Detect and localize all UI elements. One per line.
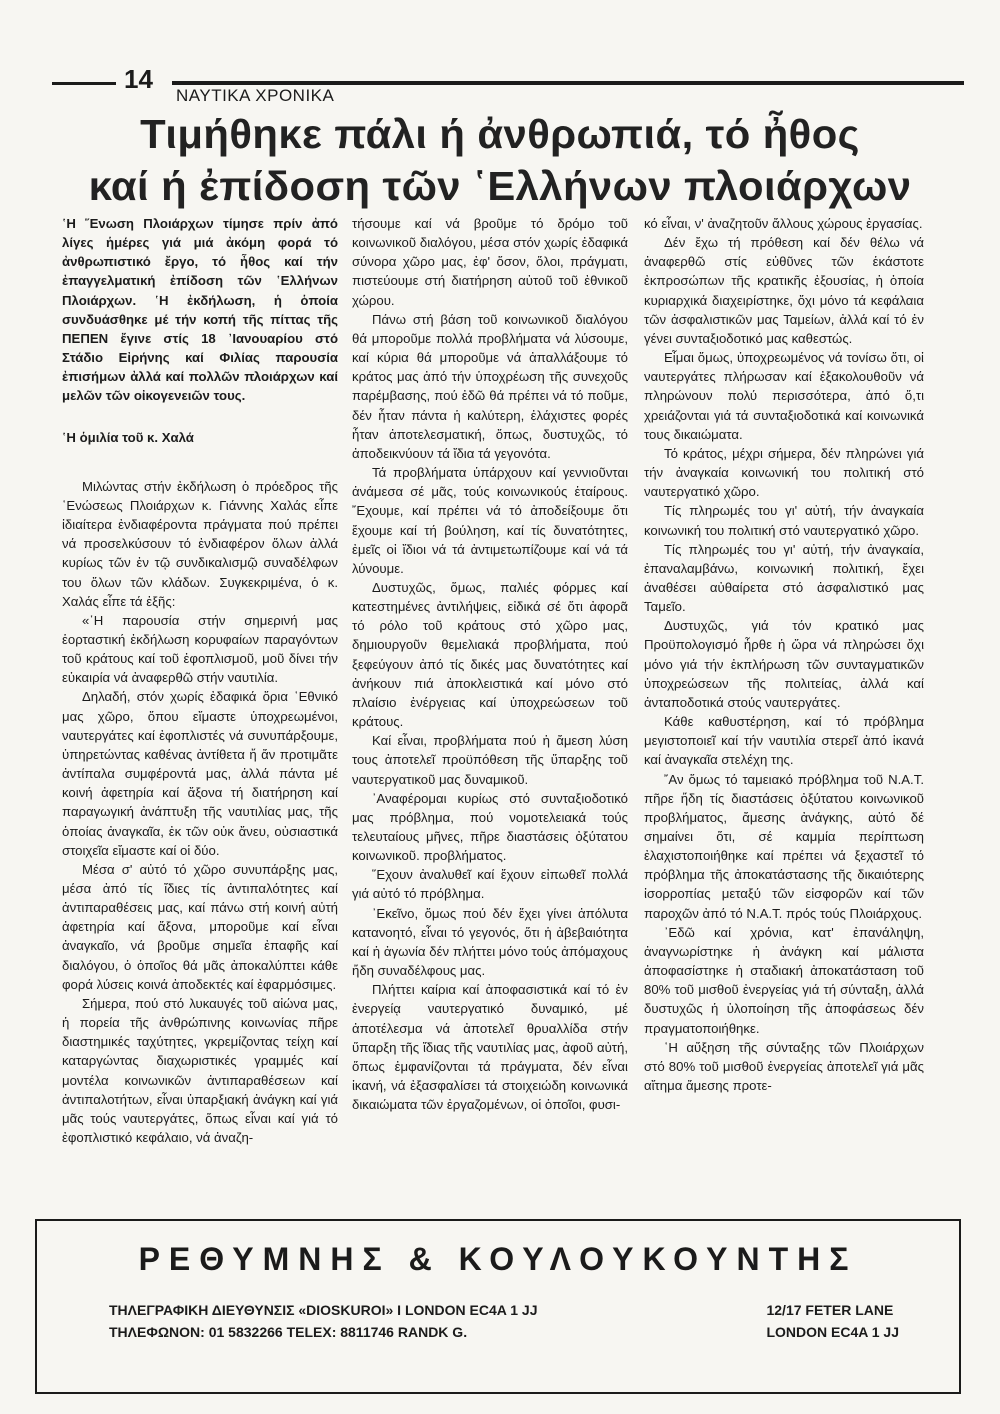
advertisement-contact [109,1299,537,1343]
article-paragraph: Δυστυχῶς, γιά τόν κρατικό μας Προϋπολογισμό ἦρθε ἡ ὥρα νά πληρώσει ὄχι μόνο γιά τήν ἐκπλήρωση τῶν συνταγματικῶν ὑποχρεώσεων τῆς πολιτείας, ἀλλά καί ἀνταποδοτικά στούς ναυτεργάτες. [644,618,924,710]
header-rule-left [52,82,116,85]
headline-line-2: καί ή ἐπίδοση τῶν ῾Ελλήνων πλοιάρχων [88,163,912,209]
article-paragraph: ῞Εχουν ἀναλυθεῖ καί ἔχουν εἰπωθεῖ πολλά γιά αὐτό τό πρόβλημα. [352,867,628,902]
article-subheading: ῾Η ὁμιλία τοῦ κ. Χαλά [62,429,194,445]
article-body [62,214,958,1192]
article-paragraph: Πλήττει καίρια καί ἀποφασιστικά καί τό ἐν ἐνεργείᾳ ναυτεργατικό δυναμικό, μέ ἀποτέλεσμα νά ἀποτελεῖ θρυαλλίδα στήν ὕπαρξη τῆς ἴδιας τῆς ναυτιλίας μας, ἀφοῦ αὐτή, ὅπως ἐμφανίζονται τά πράγματα, δέν εἶναι ἱκανή, νά ἐξασφαλίσει τά στοιχειώδη κοινωνικά δικαιώματα τῶν ἐργαζομένων, οἱ ὁποῖοι, φυσι- [352,982,628,1113]
article-paragraph: Δηλαδή, στόν χωρίς ἐδαφικά ὅρια ῾Εθνικό μας χῶρο, ὅπου εἴμαστε ὑποχρεωμένοι, ναυτεργάτες καί ἐφοπλιστές νά συνυπάρξουμε, ὑπηρετώντας καθένας ἀντίθετα ἤ ἄν προτιμᾶτε ἀντίπαλα συμφέροντά μας, ἀλλά πάντα μέ κοινή ἀφετηρία καί ἄξονα τή διατήρηση καί παραγωγική ἀνάπτυξη τῆς ναυτιλίας μας, τῆς ὁποίας ἀναγκαῖα, ἐκ τῶν οὐκ ἄνευ, οὐσιαστικά στοιχεῖα εἴμαστε καί οἱ δύο. [62,689,338,858]
article-paragraph: Δυστυχῶς, ὅμως, παλιές φόρμες καί κατεστημένες ἀντιλήψεις, εἰδικά σέ ὅτι ἀφορᾶ τό ρόλο τοῦ κράτους στό χῶρο μας, δημιουργοῦν θεμελιακά προβλήματα, πού ξεφεύγουν ἀπό τίς δικές μας δυνατότητες καί ἀνήκουν πιά ἀποκλειστικά καί μόνο στό πλαίσιο ἐνέργειας καί ὑποχρεώσεων τοῦ κράτους. [352,579,628,730]
article-paragraph: Σήμερα, πού στό λυκαυγές τοῦ αἰώνα μας, ἡ πορεία τῆς ἀνθρώπινης κοινωνίας πῆρε διαστημικές ταχύτητες, γκρεμίζοντας τείχη καί καταργώντας διαχωριστικές γραμμές καί μοντέλα κοινωνικῶν ἀντιπαραθέσεων καί ἀντιπαλοτήτων, εἶναι ὑπαρξιακή ἀνάγκη καί γιά μᾶς τούς ναυτεργάτες, ὅπως εἶναι καί γιά τό ἐφοπλιστικό κεφάλαιο, νά ἀναζη- [62,995,338,1146]
article-paragraph: «῾Η παρουσία στήν σημερινή μας ἑορταστική ἐκδήλωση κορυφαίων παραγόντων τοῦ κράτους καί τοῦ ἐφοπλισμοῦ, μοῦ δίνει τήν εὐκαιρία νά ἀναφερθῶ στήν ναυτιλία. [62,612,338,686]
header-rule-right [172,81,964,85]
article-paragraph: ῎Αν ὅμως τό ταμειακό πρόβλημα τοῦ Ν.Α.Τ. πῆρε ἤδη τίς διαστάσεις ὀξύτατου κοινωνικοῦ προβλήματος, ἄμεσης ἀνάγκης, αὐτό δέ σημαίνει ὅτι, σέ καμμία περίπτωση ἐλαχιστοποιήθηκε καί πρέπει νά ξεχαστεῖ τό πρόβλημα τῆς ἀποκατάστασης τῆς δικαιότερης ἰσορροπίας μεταξύ τῶν εἰσφορῶν καί τῶν παροχῶν ἀπό τό Ν.Α.Τ. πρός τούς Πλοιάρχους. [644,771,924,921]
article-paragraph: Τίς πληρωμές του γι' αὐτή, τήν ἀναγκαία, ἐπαναλαμβάνω, κοινωνική πολιτική, ἔχει ἀναθέσει αὐθαίρετα στό ἀσφαλιστικό μας Ταμεῖο. [644,541,924,615]
advertisement-box [35,1219,961,1394]
street-address: 12/17 FETER LANE [766,1302,894,1318]
section-name: ΝΑΥΤΙΚΑ ΧΡΟΝΙΚΑ [176,86,335,105]
article-paragraph: ᾿Αναφέρομαι κυρίως στό συνταξιοδοτικό μας πρόβλημα, πού νομοτελειακά τούς τελευταίους μῆνες, πῆρε διαστάσεις ὀξύτατου κοινωνικοῦ. προβλήματος. [352,790,628,864]
page-number: 14 [124,64,153,94]
phone-telex: ΤΗΛΕΦΩΝΟΝ: 01 5832266 TELEX: 8811746 RANDK G. [109,1324,468,1340]
article-paragraph: Μέσα σ' αὐτό τό χῶρο συνυπάρξης μας, μέσα ἀπό τίς ἴδιες τίς ἀντιπαλότητες καί ἀντιπαραθέσεις μας, καί πάνω στή κοινή αὐτή ἀφετηρία καί ἄξονα, μποροῦμε καί εἶναι ἀναγκαῖο, νά βροῦμε σημεῖα ἐπαφῆς καί διαλόγου, ὁ ὁποῖος θά μᾶς ἀποκαλύπτει κάθε φορά λύσεις κοινά ἀποδεκτές καί ἐφαρμόσιμες. [62,861,338,992]
article-paragraph: Εἶμαι ὅμως, ὑποχρεωμένος νά τονίσω ὅτι, οἱ ναυτεργάτες πλήρωσαν καί ἐξακολουθοῦν νά πληρώνουν πολύ περισσότερα, ἀπό ὅ,τι χρειάζονται γιά τά συνταξιοδοτικά καί κοινωνικά τους δικαιώματα. [644,350,924,442]
article-paragraph: Τό κράτος, μέχρι σήμερα, δέν πληρώνει γιά τήν ἀναγκαία κοινωνική του πολιτική στό ναυτεργατικό χῶρο. [644,445,924,500]
article-paragraph: ᾿Εκεῖνο, ὅμως πού δέν ἔχει γίνει ἀπόλυτα κατανοητό, εἶναι τό γεγονός, ὅτι ἡ ἀβεβαιότητα καί ἡ ἀγωνία δέν πλήττει μόνο τούς ἀπόμαχους ἤδη συναδέλφους μας. [352,905,628,979]
article-paragraph: ᾿Εδῶ καί χρόνια, κατ' ἐπανάληψη, ἀναγνωρίστηκε ἡ ἀνάγκη καί μάλιστα ἀποφασίστηκε ἡ σταδιακή ἀποκατάσταση τοῦ 80% τοῦ μισθοῦ ἐνεργείας γιά τή σύνταξη, ἀλλά δυστυχῶς ἡ ὑλοποίηση τῆς ἀποφάσεως δέν πραγματοποιήθηκε. [644,924,924,1036]
article-paragraph: Καί εἶναι, προβλήματα πού ἡ ἄμεση λύση τους ἀποτελεῖ προϋπόθεση τῆς ὕπαρξης τοῦ ναυτεργατικοῦ μας δυναμικοῦ. [352,733,628,787]
headline-line-1: Τιμήθηκε πάλι ή ἀνθρωπιά, τό ἦθος [140,111,860,157]
article-lead: ῾Η ῞Ενωση Πλοιάρχων τίμησε πρίν ἀπό λίγες ἡμέρες γιά μιά ἀκόμη φορά τό ἀνθρωπιστικό ἔργο, τό ἦθος καί τήν ἐπαγγελματική ἐπίδοση τῶν ῾Ελλήνων Πλοιάρχων. ῾Η ἐκδήλωση, ἡ ὁποία συνδυάσθηκε μέ τήν κοπή τῆς πίττας τῆς ΠΕΠΕΝ ἔγινε στίς 18 ᾿Ιανουαρίου στό Στάδιο Εἰρήνης καί Φιλίας παρουσία ἐπισήμων ἀλλά καί πολλῶν πλοιάρχων καί μελῶν τῶν οἰκογενειῶν τους. [62,216,338,404]
article-paragraph: Τίς πληρωμές του γι' αὐτή, τήν ἀναγκαία κοινωνική του πολιτική στό ναυτεργατικό χῶρο. [644,503,924,538]
article-paragraph: τήσουμε καί νά βροῦμε τό δρόμο τοῦ κοινωνικοῦ διαλόγου, μέσα στόν χωρίς ἐδαφικά σύνορα χῶρο μας, ἐφ' ὅσον, ὅλοι, πράγματι, πιστεύουμε στή διατήρηση αὐτοῦ τοῦ ἐθνικοῦ χώρου. [352,216,628,308]
headline [40,108,960,212]
telegraph-address: ΤΗΛΕΓΡΑΦΙΚΗ ΔΙΕΥΘΥΝΣΙΣ «DIOSKUROI» I LONDON EC4A 1 JJ [109,1302,538,1318]
article-paragraph: ῾Η αὔξηση τῆς σύνταξης τῶν Πλοιάρχων στό 80% τοῦ μισθοῦ ἐνεργείας ἀποτελεῖ γιά μᾶς αἴτημα ἄμεσης προτε- [644,1039,924,1094]
article-column-1 [62,214,338,1192]
article-column-2 [352,214,628,1192]
article-paragraph: Δέν ἔχω τή πρόθεση καί δέν θέλω νά ἀναφερθῶ στίς εὐθῦνες τῶν ἑκάστοτε ἐκπροσώπων τῆς κρατικῆς ἐξουσίας, ἡ ὁποία κυριαρχικά διαχειρίστηκε, ὄχι μόνο τά κεφάλαια τῶν ἀσφαλιστικῶν μας Ταμείων, ἀλλά καί τό ἐν γένει συνταξιοδοτικό μας καθεστώς. [644,235,924,346]
page-header [52,64,964,110]
article-paragraph: κό εἶναι, ν' ἀναζητοῦν ἄλλους χώρους ἐργασίας. [644,216,923,231]
article-column-3 [644,214,924,1192]
article-paragraph: Τά προβλήματα ὑπάρχουν καί γεννιοῦνται ἀνάμεσα σέ μᾶς, τούς κοινωνικούς ἑταίρους. ῎Εχουμε, καί πρέπει νά τό ἀποδείξουμε ὅτι ἔχουμε καί τή βούληση, καί τίς δυνατότητες, ἐμεῖς οἱ ἴδιοι νά τά ἀντιμετωπίζουμε καί νά τά λύνουμε. [352,465,628,576]
article-paragraph: Μιλώντας στήν ἐκδήλωση ὁ πρόεδρος τῆς ῾Ενώσεως Πλοιάρχων κ. Γιάννης Χαλάς εἶπε ἰδιαίτερα ἐνδιαφέροντα πράγματα πού πρέπει νά προσελκύσουν τό ἐνδιαφέρον ὅλων ἀλλά κυρίως τῶν ἐν τῷ συνδικαλισμῷ συναδέλφων του ὅλων τῶν κλάδων. Συγκεκριμένα, ὁ κ. Χαλάς εἶπε τά ἑξῆς: [62,478,338,609]
advertisement-title: ΡΕΘΥΜΝΗΣ & ΚΟΥΛΟΥΚΟΥΝΤΗΣ [138,1241,858,1277]
advertisement-address [766,1299,899,1343]
article-paragraph: Πάνω στή βάση τοῦ κοινωνικοῦ διαλόγου θά μποροῦμε πολλά προβλήματα νά λύσουμε, καί κύρια θά μποροῦμε νά ἀπαλλάξουμε τό κράτος μας ἀπό τήν ὑποχρέωση τῆς συνεχοῦς παρέμβασης, πού ἐδῶ θά πρέπει νά τό ποῦμε, δέν ἦταν πάντα ἡ καλύτερη, ἐλάχιστες φορές ἦταν ἀποτελεσματική, ὅπως, δυστυχῶς, τό ἀποδεικνύουν τά ἴδια τά γεγονότα. [352,311,628,461]
city-address: LONDON EC4A 1 JJ [766,1324,899,1340]
article-paragraph: Κάθε καθυστέρηση, καί τό πρόβλημα μεγιστοποιεῖ καί τήν ναυτιλία στερεῖ ἀπό ἱκανά καί ἀναγκαῖα στελέχη της. [644,714,924,768]
